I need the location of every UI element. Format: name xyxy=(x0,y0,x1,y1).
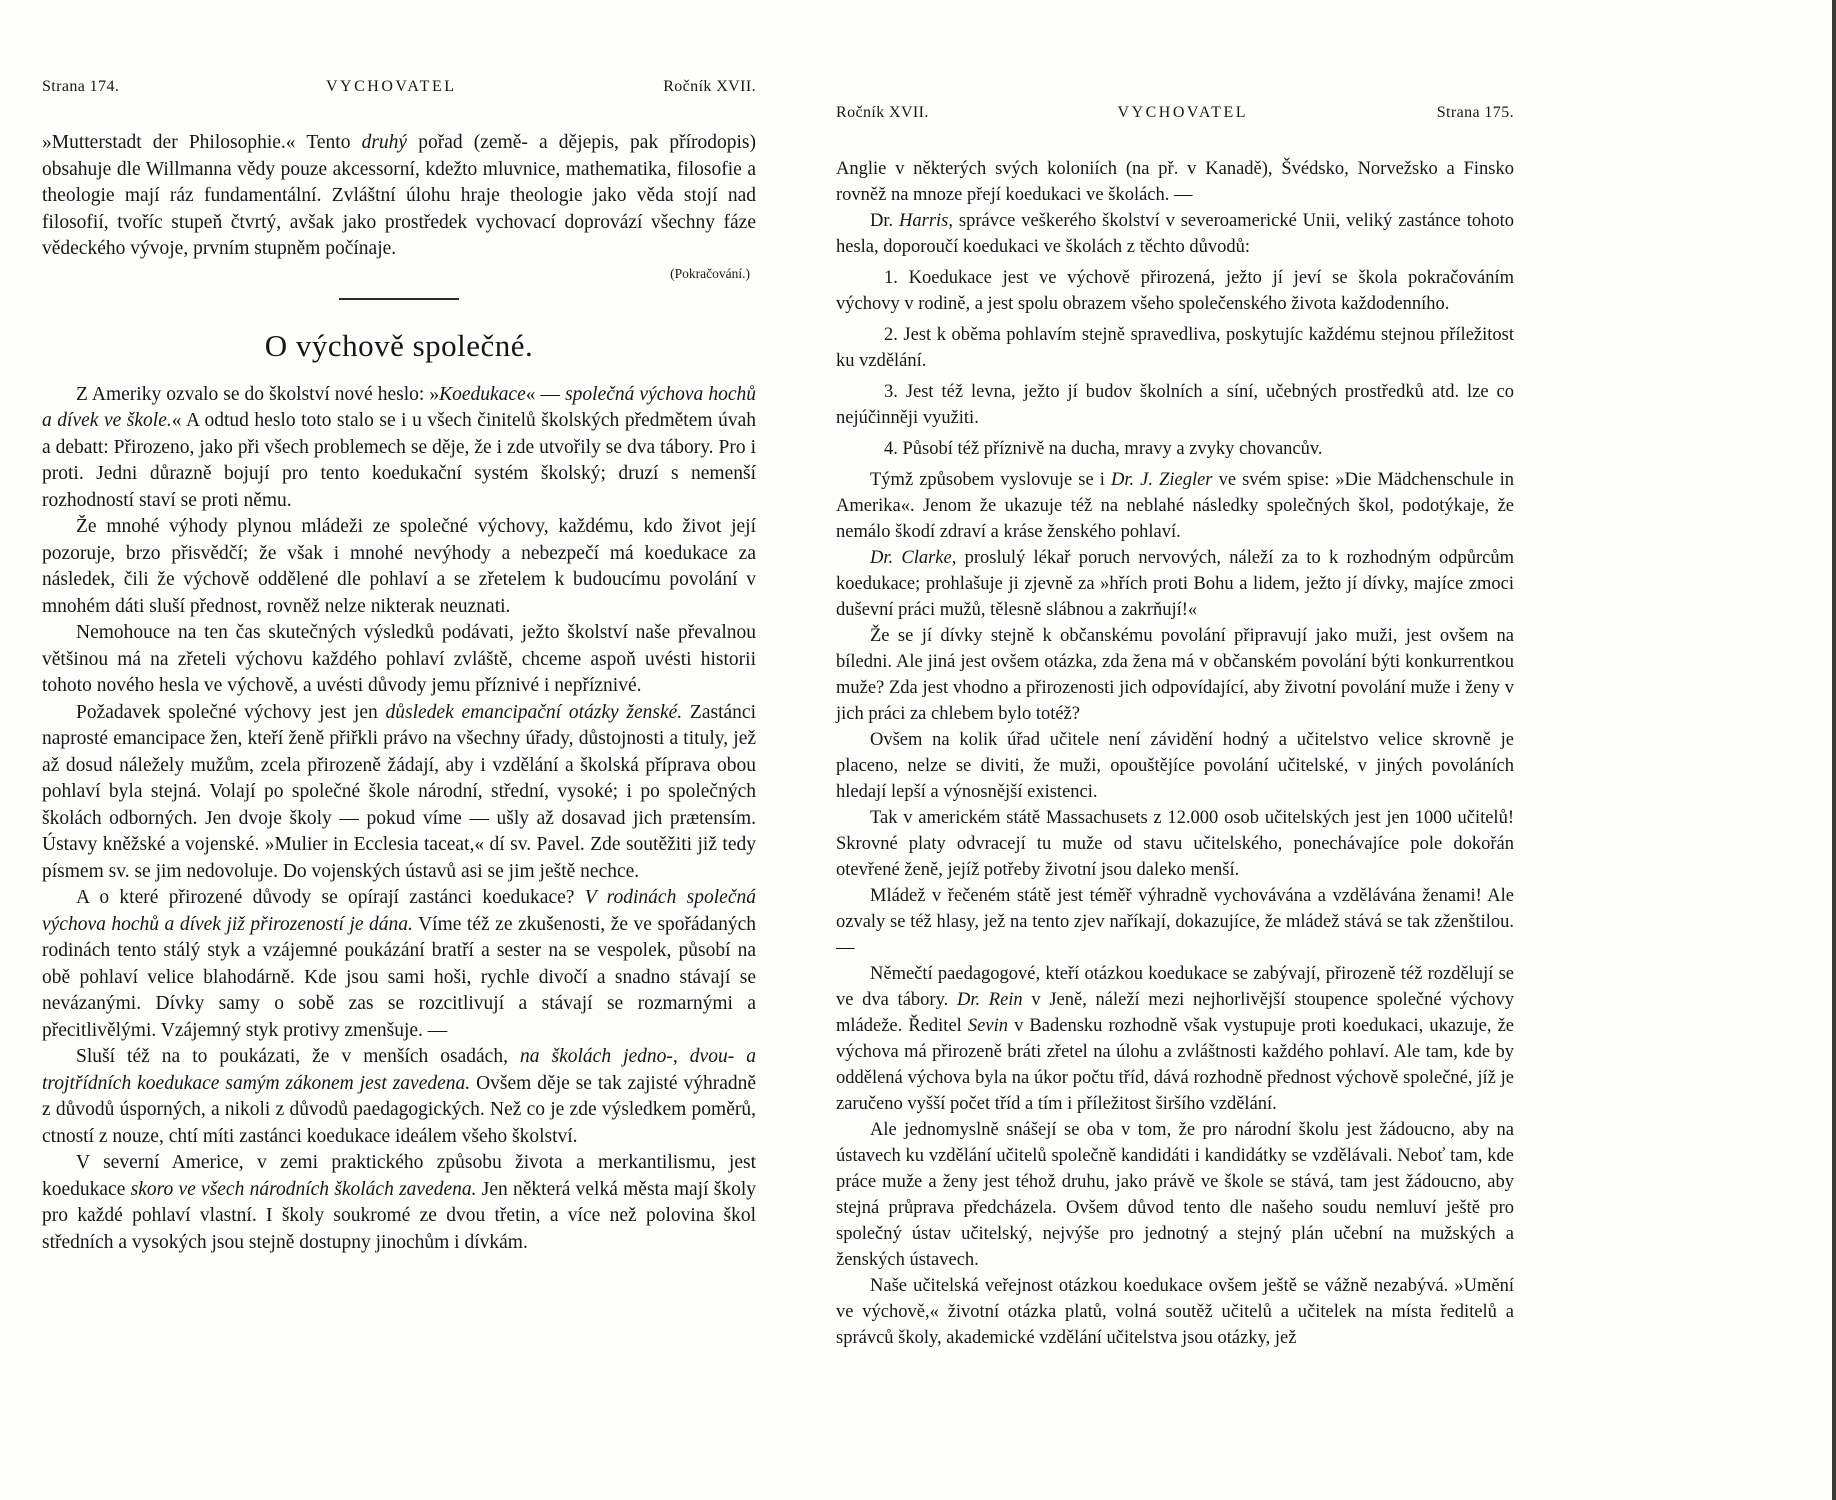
article-body-right-column xyxy=(836,156,1514,1351)
left-page xyxy=(42,78,756,1256)
paragraph xyxy=(836,961,1514,1117)
paragraph xyxy=(42,1044,756,1150)
journal-title: VYCHOVATEL xyxy=(1117,104,1248,121)
paragraph xyxy=(836,208,1514,260)
text-run: Tak v americkém státě Massachusets z 12.000 osob učitelských jest jen 1000 učitelů! Skrovné platy odvracejí tu muže od stavu učitelského, ponechávajíce pole dokořán otevřené ženě, jejíž potřeby životní jsou daleko menší. xyxy=(836,808,1514,880)
paragraph xyxy=(836,805,1514,883)
italic-text-run: Dr. J. Ziegler xyxy=(1110,470,1213,490)
text-run: Požadavek společné výchovy jest jen xyxy=(76,701,386,723)
text-run: Mládež v řečeném státě jest téměř výhradně vychovávána a vzdělávána ženami! Ale ozvaly se též hlasy, jež na tento zjev naříkají, dokazujíce, že mládež stává se tak zženštilou. — xyxy=(836,886,1514,958)
text-run: »Mutterstadt der Philosophie.« Tento xyxy=(42,132,362,153)
text-run: Z Ameriky ozvalo se do školství nové heslo: » xyxy=(76,383,440,405)
text-run: A o které přirozené důvody se opírají zastánci koedukace? xyxy=(76,887,585,908)
text-run: Ale jednomyslně snášejí se oba v tom, že pro národní školu jest žádoucno, aby na ústavech ku vzdělání učitelů společně kandidáti i kandidátky se vzdělávali. Neboť tam, kde práce muže a ženy jest téhož druhu, jako právě ve škole se stává, tam jest žádoucno, aby stejná průprava předcházela. Ovšem důvod tento dle našeho soudu nemluví ještě pro společný ústav učitelský, nejvýše pro jednotný a stejný plán učební na mužských a ženských ústavech. xyxy=(836,1120,1514,1270)
text-run: 1. Koedukace jest ve výchově přirozená, ježto jí jeví se škola pokračováním výchovy v rodině, a jest spolu obrazem všeho společenského života každodenního. xyxy=(836,268,1514,314)
paragraph xyxy=(836,883,1514,961)
paragraph xyxy=(836,322,1514,374)
italic-text-run: Koedukace xyxy=(439,383,526,405)
text-run: Ovšem děje se tak zajisté výhradně z důvodů úsporných, a nikoli z důvodů paedagogických. Než co je zde výsledkem poměrů, ctností z nouze, chtí míti zastánci koedukace ideálem všeho školství. xyxy=(42,1072,756,1147)
text-run: « — xyxy=(525,383,566,405)
text-run: 2. Jest k oběma pohlavím stejně spravedliva, poskytujíc každému stejnou příležitost ku vzdělání. xyxy=(836,325,1514,371)
text-run: Sluší též na to poukázati, že v menších osadách, xyxy=(76,1046,520,1067)
text-run: , proslulý lékař poruch nervových, náleží za to k rozhodným odpůrcům koedukace; prohlašuje ji zjevně za »hřích proti Bohu a lidem, ježto jí dívky, majíce zmoci duševní práci mužů, tělesně slábnou a zakrňují!« xyxy=(836,548,1514,620)
paragraph xyxy=(836,545,1514,623)
paragraph xyxy=(836,436,1514,462)
right-page xyxy=(836,104,1514,1351)
previous-article-continuation xyxy=(42,130,756,263)
italic-text-run: na školách jedno-, dvou- a trojtřídních koedukace samým zákonem jest zavedena. xyxy=(42,1046,756,1094)
continuation-note: (Pokračování.) xyxy=(670,265,750,281)
paragraph xyxy=(42,700,756,886)
paragraph xyxy=(836,623,1514,727)
paragraph xyxy=(42,1150,756,1256)
paragraph xyxy=(42,382,756,515)
paragraph xyxy=(42,130,756,263)
volume-label: Ročník XVII. xyxy=(663,78,756,95)
italic-text-run: důsledek emancipační otázky ženské. xyxy=(385,701,683,723)
paragraph xyxy=(42,514,756,620)
paragraph xyxy=(42,885,756,1044)
article-title: O výchově společné. xyxy=(264,327,534,363)
text-run: v Jeně, náleží mezi nejhorlivější stoupence společné výchovy mládeže. Ředitel xyxy=(836,990,1514,1036)
volume-label: Ročník XVII. xyxy=(836,104,929,121)
text-run: Týmž způsobem vyslovuje se i xyxy=(870,470,1111,490)
text-run: Nemohouce na ten čas skutečných výsledků podávati, ježto školství naše převalnou většinou má na zřeteli výchovu každého pohlaví zvláště, chceme aspoň uvésti historii tohoto nového hesla ve výchově, a uvésti důvody jemu příznivé i nepříznivé. xyxy=(42,622,756,696)
article-body-left-column xyxy=(42,382,756,1257)
text-run: Jen některá velká města mají školy pro každé pohlaví vlastní. I školy soukromé ze dvou třetin, a více než polovina škol středních a vysokých jsou stejně dostupny jinochům i dívkám. xyxy=(42,1178,757,1253)
text-run: « A odtud heslo toto stalo se i u všech činitelů školských předmětem úvah a debatt: Přirozeno, jako při všech problemech se děje, že i zde utvořily se dva tábory. Pro i proti. Jedni důrazně bojují pro tento koedukační systém školský; druzí s nemenší rozhodností staví se proti němu. xyxy=(42,410,756,511)
left-page-header xyxy=(42,78,756,96)
left-page-number: Strana 174. xyxy=(42,78,120,95)
text-run: , správce veškerého školství v severoamerické Unii, veliký zastánce tohoto hesla, doporoučí koedukaci ve školách z těchto důvodů: xyxy=(836,211,1514,257)
paragraph xyxy=(836,1273,1514,1351)
italic-text-run: V rodinách společná výchova hochů a dívek již přirozeností je dána. xyxy=(42,887,756,935)
italic-text-run: skoro ve všech národních školách zavedena. xyxy=(130,1178,477,1200)
paragraph xyxy=(836,727,1514,805)
italic-text-run: druhý xyxy=(361,132,408,153)
text-run: v Badensku rozhodně však vystupuje proti koedukaci, ukazuje, že výchova má přirozeně bráti zřetel na úlohu a zvláštnosti každého pohlaví. Ale tam, kde by oddělená výchova byla na úkor počtu tříd, dává rozhodně přednost výchově společné, jíž je zaručeno vyšší počet tříd a tím i příležitost širšího vzdělání. xyxy=(836,1016,1514,1114)
text-run: 3. Jest též levna, ježto jí budov školních a síní, učebných prostředků atd. lze co nejúčinněji využiti. xyxy=(836,382,1514,428)
italic-text-run: společná výchova hochů a dívek ve škole. xyxy=(42,383,756,431)
text-run: Anglie v některých svých koloniích (na př. v Kanadě), Švédsko, Norvežsko a Finsko rovněž na mnoze přejí koedukaci ve školách. — xyxy=(836,159,1514,205)
text-run: 4. Působí též příznivě na ducha, mravy a zvyky chovancův. xyxy=(884,439,1323,459)
right-page-number: Strana 175. xyxy=(1436,104,1514,121)
paragraph xyxy=(836,265,1514,317)
text-run: V severní Americe, v zemi praktického způsobu života a merkantilismu, jest koedukace xyxy=(42,1152,756,1200)
text-run: ve svém spise: »Die Mädchenschule in Amerika«. Jenom že ukazuje též na neblahé následky společných škol, podotýkaje, že nemálo škodí zdraví a kráse ženského pohlaví. xyxy=(836,470,1514,542)
text-run: Že se jí dívky stejně k občanskému povolání připravují jako muži, jest ovšem na bíledni. Ale jiná jest ovšem otázka, zda žena má v občanském povolání býti konkurrentkou muže? Zda jest vhodno a přirozenosti jich odpovídající, aby životní povolání muže i ženy v jich práci za chlebem bylo totéž? xyxy=(836,626,1514,724)
text-run: Ovšem na kolik úřad učitele není závidění hodný a učitelstvo velice skrovně je placeno, nelze se diviti, že muži, opouštějíce povolání učitelské, v jiných povoláních hledají lepší a výnosnější existenci. xyxy=(836,730,1514,802)
text-run: Víme též ze zkušenosti, že ve spořádaných rodinách tento stálý styk a vzájemné poukázání bratří a sester na se vespolek, působí na obě pohlaví velice blahodárně. Kde jsou sami hoši, rychle divočí a snadno stávají se nevázanými. Dívky samy o sobě zas se rozcitlivují a stávají se rozmarnými a přecitlivělými. Vzájemný styk protivy zmenšuje. — xyxy=(42,913,756,1041)
italic-text-run: Dr. Clarke xyxy=(870,548,952,568)
italic-text-run: Dr. Rein xyxy=(956,990,1023,1010)
text-run: pořad (země- a dějepis, pak přírodopis) obsahuje dle Willmanna vědy pouze akcessorní, kdežto mluvnice, mathematika, filosofie a theologie mají ráz fundamentální. Zvláštní úlohu hraje theologie jako věda stojí nad filosofií, tvoříc stupeň čtvrtý, avšak jako prostředek vychovací doprovází všechny fáze vědeckého vývoje, prvním stupněm počínaje. xyxy=(42,132,757,259)
text-run: Naše učitelská veřejnost otázkou koedukace ovšem ještě se vážně nezabývá. »Umění ve výchově,« životní otázka platů, volná soutěž učitelů a učitelek na místa ředitelů a správců školy, akademické vzdělání učitelstva jsou otázky, jež xyxy=(836,1276,1514,1348)
text-run: Dr. xyxy=(870,211,900,231)
paragraph xyxy=(836,1117,1514,1273)
text-run: Němečtí paedagogové, kteří otázkou koedukace se zabývají, přirozeně též rozdělují se ve dva tábory. xyxy=(836,964,1514,1010)
text-run: Zastánci naprosté emancipace žen, kteří ženě přiřkli právo na všechny úřady, důstojnosti a tituly, jež až dosud náležely mužům, zcela přirozeně žádají, aby i vzdělání a školská příprava obou pohlaví byla stejná. Volají po společné škole národní, střední, vysoké; i po společných školách odborných. Jen dvoje školy — pokud víme — ušly až dosavad jich prætensím. Ústavy kněžské a vojenské. »Mulier in Ecclesia taceat,« dí sv. Pavel. Zde soutěžiti již tedy písmem sv. se jim nedovoluje. Do vojenských ústavů asi se jim ještě nechce. xyxy=(42,701,756,882)
paragraph xyxy=(836,156,1514,208)
italic-text-run: Sevin xyxy=(967,1016,1008,1036)
journal-title: VYCHOVATEL xyxy=(326,78,457,95)
scan-edge-artifact xyxy=(1832,0,1836,1500)
text-run: Že mnohé výhody plynou mládeži ze společné výchovy, každému, kdo život její pozoruje, brzo přisvědčí; že však i mnohé nevýhody a nebezpečí má koedukace za následek, čili že výchově oddělené dle pohlaví a se zřetelem k budoucímu povolání v mnohém dáti sluší přednost, rovněž nelze nikterak neuznati. xyxy=(42,516,756,617)
paragraph xyxy=(836,379,1514,431)
right-page-header xyxy=(836,104,1514,122)
paragraph xyxy=(42,620,756,700)
italic-text-run: Harris xyxy=(899,211,949,231)
section-divider xyxy=(339,298,459,300)
paragraph xyxy=(836,467,1514,545)
